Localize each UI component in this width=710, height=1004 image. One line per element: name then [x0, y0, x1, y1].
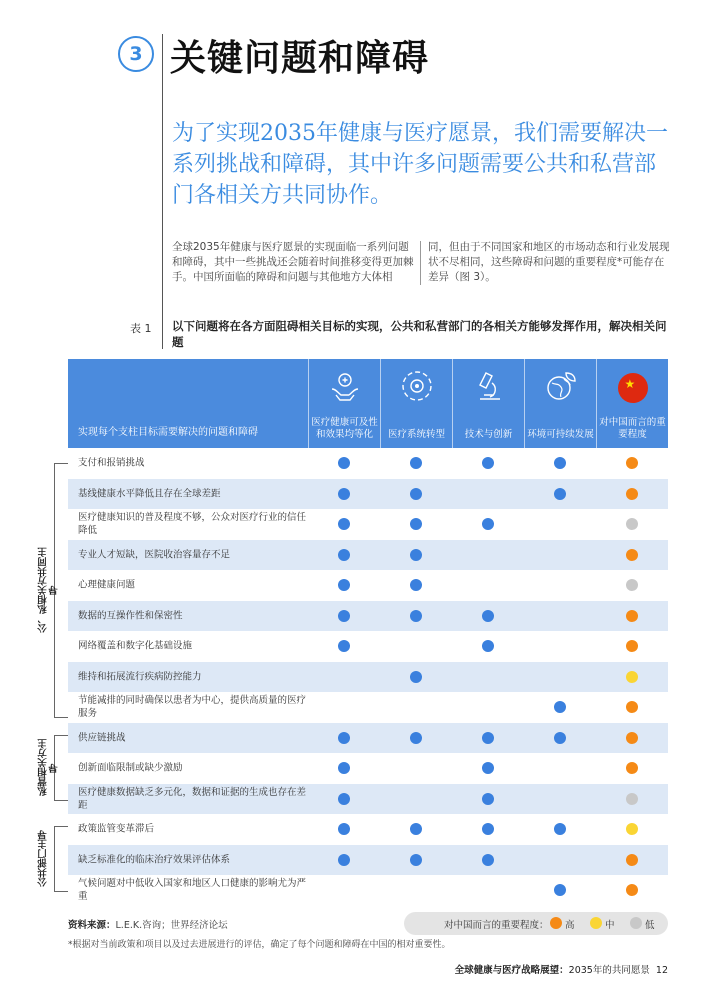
group-label-shared: 公、私相关方共同主导 [38, 547, 60, 633]
pillar-dot [410, 488, 422, 500]
legend-medium: 中 [605, 920, 615, 931]
table-row [68, 723, 668, 754]
table-row [68, 601, 668, 632]
pillar-dot [410, 854, 422, 866]
footer-subtitle: 2035年的共同愿景 [568, 965, 650, 976]
column-label: 对中国而言的重要程度 [599, 417, 666, 440]
pillar-dot [338, 854, 350, 866]
row-label: 创新面临限制或缺少激励 [78, 762, 183, 774]
table-row [68, 540, 668, 571]
pillar-dot [410, 457, 422, 469]
source-text: L.E.K.咨询；世界经济论坛 [115, 920, 228, 931]
pillar-dot [482, 457, 494, 469]
legend-low: 低 [645, 920, 655, 931]
row-label: 医疗健康数据缺乏多元化，数据和证据的生成也存在差距 [78, 786, 307, 811]
pillar-dot [338, 488, 350, 500]
pillar-dot [338, 640, 350, 652]
row-label: 专业人才短缺，医院收治容量存不足 [78, 549, 231, 561]
table-row [68, 753, 668, 784]
pillar-dot [554, 701, 566, 713]
pillar-dot [554, 884, 566, 896]
column-environment [524, 359, 596, 448]
row-label: 节能减排的同时确保以患者为中心，提供高质量的医疗服务 [78, 695, 307, 720]
legend-high: 高 [565, 920, 575, 931]
table-row [68, 692, 668, 723]
row-label: 数据的互操作性和保密性 [78, 610, 183, 622]
importance-dot [626, 823, 638, 835]
hands-heart-icon [328, 369, 362, 403]
pillar-dot [482, 732, 494, 744]
pillar-dot [338, 457, 350, 469]
source-note [68, 917, 228, 931]
pillar-dot [482, 793, 494, 805]
importance-legend [404, 912, 668, 935]
importance-dot [626, 732, 638, 744]
pillar-dot [482, 610, 494, 622]
pillar-dot [482, 854, 494, 866]
row-label: 支付和报销挑战 [78, 457, 145, 469]
table-row [68, 479, 668, 510]
legend-high-dot [550, 917, 562, 929]
column-china [596, 359, 668, 448]
pillar-dot [410, 671, 422, 683]
legend-medium-dot [590, 917, 602, 929]
legend-low-dot [630, 917, 642, 929]
pillar-dot [482, 762, 494, 774]
table-row [68, 631, 668, 662]
pillar-dot [338, 762, 350, 774]
vertical-divider [162, 34, 163, 349]
microscope-icon [472, 369, 506, 403]
intro-column-1: 全球2035年健康与医疗愿景的实现面临一系列问题和障碍，其中一些挑战还会随着时间推移变得更加棘手。中国所面临的障碍和问题与其他地方大体相 [172, 241, 414, 283]
legend-title: 对中国而言的重要程度： [444, 920, 549, 931]
header-left-label: 实现每个支柱目标需要解决的问题和障碍 [78, 427, 258, 438]
importance-dot [626, 640, 638, 652]
column-label: 医疗系统转型 [387, 429, 445, 440]
pillar-dot [338, 549, 350, 561]
pillar-dot [338, 518, 350, 530]
globe-leaf-icon [544, 369, 578, 403]
column-label: 技术与创新 [464, 429, 513, 440]
pillar-dot [410, 579, 422, 591]
row-label: 心理健康问题 [78, 579, 136, 591]
importance-dot [626, 457, 638, 469]
pillar-dot [410, 518, 422, 530]
row-label: 网络覆盖和数字化基础设施 [78, 640, 193, 652]
column-label: 医疗健康可及性和效果均等化 [311, 417, 378, 440]
intro-column-2: 同，但由于不同国家和地区的市场动态和行业发展现状不尽相同，这些障碍和问题的重要程度*可能存在差异（图 3）。 [428, 241, 670, 283]
source-label: 资料来源： [68, 920, 116, 931]
pillar-dot [554, 488, 566, 500]
pillar-dot [338, 610, 350, 622]
column-tech [452, 359, 524, 448]
page-footer [455, 962, 668, 976]
pillar-dot [554, 457, 566, 469]
pillar-dot [554, 823, 566, 835]
table-row [68, 448, 668, 479]
table-row [68, 814, 668, 845]
pillar-dot [554, 732, 566, 744]
table-row [68, 662, 668, 693]
importance-dot [626, 884, 638, 896]
importance-dot [626, 854, 638, 866]
pillar-dot [482, 823, 494, 835]
row-label: 维持和拓展流行疾病防控能力 [78, 671, 202, 683]
table-label: 表 1 [130, 322, 152, 335]
footer-title: 全球健康与医疗战略展望： [454, 965, 569, 976]
column-access [308, 359, 380, 448]
table-row [68, 845, 668, 876]
importance-dot [626, 549, 638, 561]
table-caption: 以下问题将在各方面阻碍相关目标的实现，公共和私营部门的各相关方能够发挥作用，解决相关问题 [172, 319, 667, 349]
intro-divider [420, 241, 421, 285]
pillar-dot [338, 793, 350, 805]
importance-dot [626, 793, 638, 805]
importance-dot [626, 579, 638, 591]
footnote: *根据对当前政策和项目以及过去进展进行的评估，确定了每个问题和障碍在中国的相对重要性。 [68, 940, 451, 950]
column-label: 环境可持续发展 [527, 429, 594, 440]
pillar-dot [482, 640, 494, 652]
importance-dot [626, 762, 638, 774]
pillar-dot [410, 610, 422, 622]
row-label: 医疗健康知识的普及程度不够，公众对医疗行业的信任降低 [78, 512, 307, 537]
system-gear-icon [400, 369, 434, 403]
pillar-dot [410, 549, 422, 561]
table-row [68, 509, 668, 540]
importance-dot [626, 488, 638, 500]
table-header [68, 359, 668, 448]
chapter-number: 3 [118, 36, 154, 72]
chapter-title: 关键问题和障碍 [170, 37, 430, 79]
importance-dot [626, 701, 638, 713]
importance-dot [626, 518, 638, 530]
page-number: 12 [655, 965, 668, 976]
importance-dot [626, 671, 638, 683]
group-label-public: 公共部门主导 [38, 830, 49, 888]
pillar-dot [338, 732, 350, 744]
china-flag-icon: ★ [618, 373, 648, 403]
pillar-dot [410, 823, 422, 835]
lead-paragraph: 为了实现2035年健康与医疗愿景，我们需要解决一系列挑战和障碍，其中许多问题需要公共和私营部门各相关方共同协作。 [172, 121, 668, 208]
table-row [68, 570, 668, 601]
pillar-dot [410, 732, 422, 744]
importance-dot [626, 610, 638, 622]
row-label: 政策监管变革滞后 [78, 823, 155, 835]
table-row [68, 875, 668, 906]
group-label-private: 私营相关方主导 [38, 739, 60, 797]
pillar-dot [482, 518, 494, 530]
row-label: 基线健康水平降低且存在全球差距 [78, 488, 221, 500]
row-label: 供应链挑战 [78, 732, 126, 744]
pillar-dot [338, 823, 350, 835]
table-row [68, 784, 668, 815]
row-label: 缺乏标准化的临床治疗效果评估体系 [78, 854, 231, 866]
row-label: 气候问题对中低收入国家和地区人口健康的影响尤为严重 [78, 878, 307, 903]
column-system [380, 359, 452, 448]
pillar-dot [338, 579, 350, 591]
